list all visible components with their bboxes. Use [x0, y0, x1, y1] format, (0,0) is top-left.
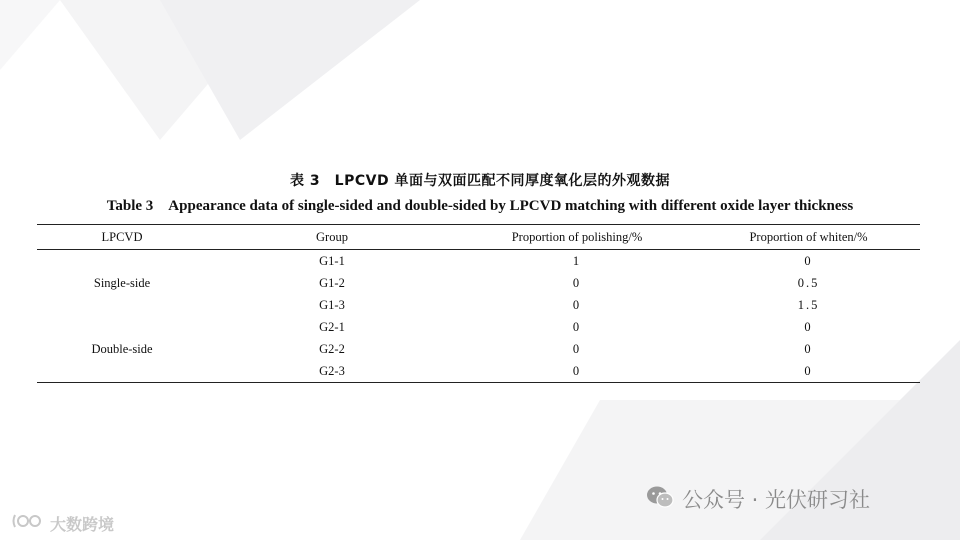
- whiten-cell: 0: [804, 363, 813, 378]
- table-caption-en: Table 3 Appearance data of single-sided and double-sided by LPCVD matching with different oxide layer thickness: [106, 198, 854, 214]
- polishing-cell: 1: [572, 253, 582, 268]
- table-header-row: [37, 225, 920, 250]
- group-cell: G1-3: [319, 297, 345, 312]
- table-row: [37, 250, 920, 273]
- polishing-cell: 0: [572, 297, 582, 312]
- group-cell: G2-2: [319, 341, 345, 356]
- header-whiten: Proportion of whiten/%: [749, 229, 868, 244]
- lpcvd-double-side: Double-side: [91, 341, 153, 356]
- polishing-cell: 0: [572, 319, 582, 334]
- polishing-cell: 0: [572, 275, 582, 290]
- group-cell: G1-2: [319, 275, 345, 290]
- polishing-cell: 0: [572, 341, 582, 356]
- brand-watermark-text: 大数跨境: [50, 514, 115, 534]
- brand-logo-icon: [12, 511, 46, 535]
- header-polishing: Proportion of polishing/%: [511, 229, 643, 244]
- wechat-watermark-text: 公众号 · 光伏研习社: [682, 488, 871, 512]
- group-cell: G2-3: [319, 363, 345, 378]
- brand-watermark: [12, 511, 114, 535]
- group-cell: G2-1: [319, 319, 345, 334]
- table-caption-cn: 表 3 LPCVD 单面与双面匹配不同厚度氧化层的外观数据: [290, 173, 670, 189]
- header-group: Group: [316, 229, 348, 244]
- table-row: [37, 316, 920, 338]
- whiten-cell: 0: [804, 253, 813, 268]
- header-lpcvd: LPCVD: [101, 229, 143, 244]
- lpcvd-single-side: Single-side: [93, 275, 151, 290]
- whiten-cell: 0: [804, 319, 813, 334]
- group-cell: G1-1: [319, 253, 345, 268]
- whiten-cell: 0: [804, 341, 813, 356]
- appearance-data-table: [37, 224, 920, 383]
- whiten-cell: 0.5: [797, 275, 820, 290]
- whiten-cell: 1.5: [797, 297, 820, 312]
- polishing-cell: 0: [572, 363, 582, 378]
- wechat-watermark: [646, 484, 870, 514]
- wechat-icon: [646, 485, 674, 514]
